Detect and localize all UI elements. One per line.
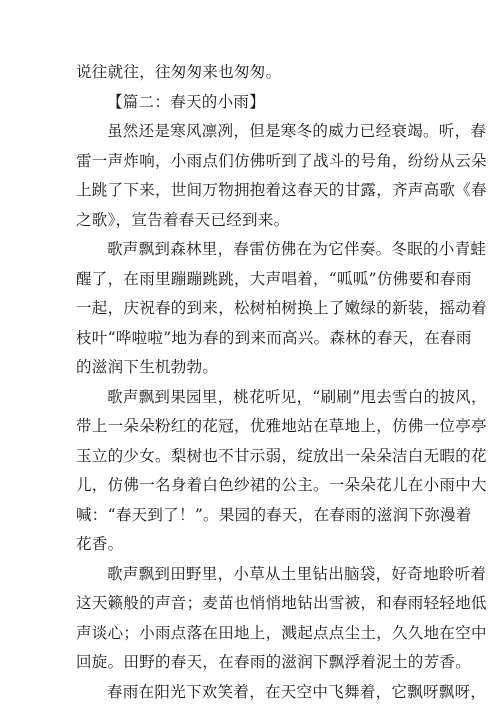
text-line: 回旋。田野的春天，在春雨的滋润下飘浮着泥土的芳香。: [76, 653, 472, 671]
article-body: [76, 58, 487, 707]
text-line: 雷一声炸响，小雨点们仿佛听到了战斗的号角，纷纷从云朵: [76, 151, 487, 170]
text-line: 一起，庆祝春的到来，松树柏树换上了嫩绿的新装，摇动着: [76, 299, 487, 317]
text-line: 歌声飘到田野里，小草从土里钻出脑袋，好奇地聆听着: [107, 564, 487, 583]
text-line: 歌声飘到森林里，春雷仿佛在为它伴奏。冬眠的小青蛙: [107, 240, 487, 258]
text-line: 歌声飘到果园里，桃花听见，“刷刷”甩去雪白的披风，: [107, 387, 487, 406]
text-line: 春雨在阳光下欢笑着，在天空中飞舞着，它飘呀飘呀，: [107, 682, 487, 701]
text-line: 这天籁般的声音；麦苗也悄悄地钻出雪被，和春雨轻轻地低: [76, 594, 487, 612]
text-line: 说往就往，往匆匆来也匆匆。: [76, 63, 282, 81]
text-line: 的滋润下生机勃勃。: [76, 358, 219, 376]
text-line: 声谈心；小雨点落在田地上，溅起点点尘土，久久地在空中: [76, 623, 487, 642]
text-line: 醒了，在雨里蹦蹦跳跳，大声唱着，“呱呱”仿佛要和春雨: [76, 269, 472, 288]
text-line: 玉立的少女。梨树也不甘示弱，绽放出一朵朵洁白无暇的花: [76, 446, 487, 465]
text-line: 喊：“春天到了！”。果园的春天，在春雨的滋润下弥漫着: [76, 505, 472, 524]
text-line: 带上一朵朵粉红的花冠，优雅地站在草地上，仿佛一位亭亭: [76, 417, 487, 435]
text-line: 花香。: [76, 535, 124, 553]
text-line: 之歌》，宣告着春天已经到来。: [76, 210, 290, 229]
text-line: 虽然还是寒风凛冽，但是寒冬的威力已经衰竭。听，春: [107, 122, 487, 140]
section-heading: 【篇二：春天的小雨】: [107, 92, 266, 111]
text-line: 上跳了下来，世间万物拥抱着这春天的甘露，齐声高歌《春: [76, 181, 487, 199]
text-line: 儿，仿佛一名身着白色纱裙的公主。一朵朵花儿在小雨中大: [76, 476, 487, 494]
text-line: 枝叶“哗啦啦”地为春的到来而高兴。森林的春天，在春雨: [76, 328, 472, 347]
